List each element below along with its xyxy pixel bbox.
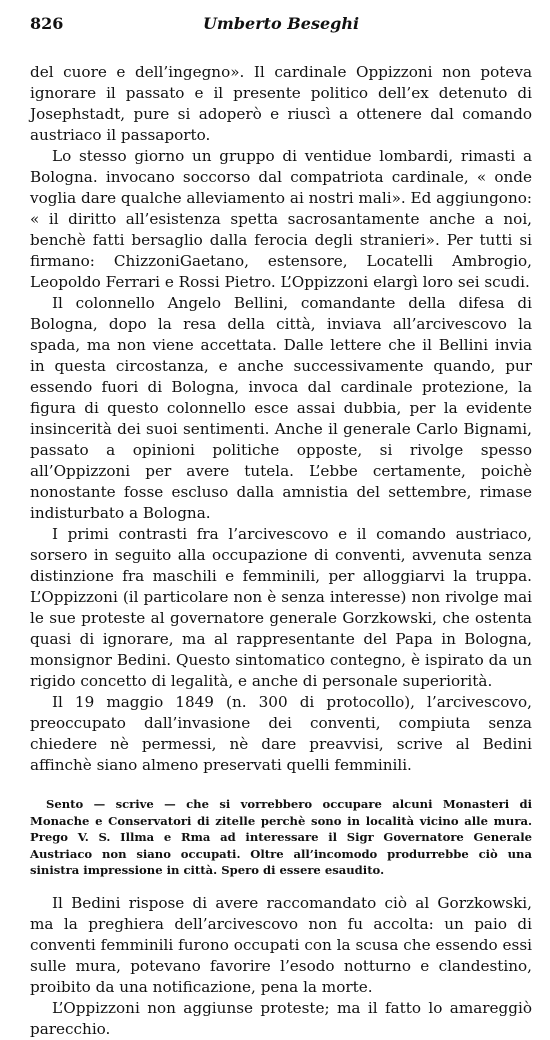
paragraph-4: I primi contrasti fra l’arcivescovo e il comando austriaco, sorsero in seguito alla occupazione di conventi, avvenuta senza distinzione fra maschili e femminili, per alloggiarvi la truppa. L’Oppizzoni (il particolare non è senza interesse) non rivolge mai le sue proteste al governatore generale Gorzkowski, che ostenta quasi di ignorare, ma al rappresentante del Papa in Bologna, monsignor Bedini. Questo sintomatico contegno, è ispirato da un rigido concetto di legalità, e anche di personale superiorità.: [30, 525, 532, 690]
page-header: [30, 14, 532, 36]
paragraph-5: Il 19 maggio 1849 (n. 300 di protocollo), l’arcivescovo, preoccupato dall’invasione dei conventi, compiuta senza chiedere nè permessi, nè dare preavvisi, scrive al Bedini affinchè siano almeno preservati quelli femminili.: [30, 693, 532, 774]
block-quote: [30, 796, 532, 879]
paragraph-1: del cuore e dell’ingegno». Il cardinale Oppizzoni non poteva ignorare il passato e il presente politico dell’ex detenuto di Josephstadt, pure si adoperò e riuscì a ottenere dal comando austriaco il passaporto.: [30, 63, 532, 144]
running-title: Umberto Beseghi: [202, 14, 360, 33]
paragraph-2: Lo stesso giorno un gruppo di ventidue lombardi, rimasti a Bologna. invocano soccorso dal compatriota cardinale, « onde voglia dare qualche alleviamento ai nostri mali». Ed aggiungono: « il diritto all’esistenza spetta sacrosantamente anche a noi, benchè fatti bersaglio dalla ferocia degli stranieri». Per tutti si firmano: ChizzoniGaetano, estensore, Locatelli Ambrogio, Leopoldo Ferrari e Rossi Pietro. L’Oppizzoni elargì loro sei scudi.: [30, 147, 532, 291]
body-text: [30, 62, 532, 1040]
paragraph-3: Il colonnello Angelo Bellini, comandante della difesa di Bologna, dopo la resa della città, inviava all’arcivescovo la spada, ma non viene accettata. Dalle lettere che il Bellini invia in questa circostanza, e anche successivamente quando, pur essendo fuori di Bologna, invoca dal cardinale protezione, la figura di questo colonnello esce assai dubbia, per la evidente insincerità dei suoi sentimenti. Anche il generale Carlo Bignami, passato a opinioni politiche opposte, si rivolge spesso all’Oppizzoni per avere tutela. L’ebbe certamente, poichè nonostante fosse escluso dalla amnistia del settembre, rimase indisturbato a Bologna.: [30, 294, 532, 522]
paragraph-6: Il Bedini rispose di avere raccomandato ciò al Gorzkowski, ma la preghiera dell’arcivescovo non fu accolta: un paio di conventi femminili furono occupati con la scusa che essendo essi sulle mura, potevano favorire l’esodo notturno e clandestino, proibito da una notificazione, pena la morte.: [30, 893, 532, 996]
paragraph-7: L’Oppizzoni non aggiunse proteste; ma il fatto lo amareggiò parecchio.: [30, 998, 532, 1038]
quote-text: Sento — scrive — che si vorrebbero occupare alcuni Monasteri di Monache e Conservatori di zitelle perchè sono in località vicino alle mura. Prego V. S. Illma e Rma ad interessare il Sigr Governatore Generale Austriaco non siano occupati. Oltre all’incomodo produrrebbe ciò una sinistra impressione in città. Spero di essere esaudito.: [30, 797, 532, 877]
page-number: 826: [30, 14, 64, 33]
